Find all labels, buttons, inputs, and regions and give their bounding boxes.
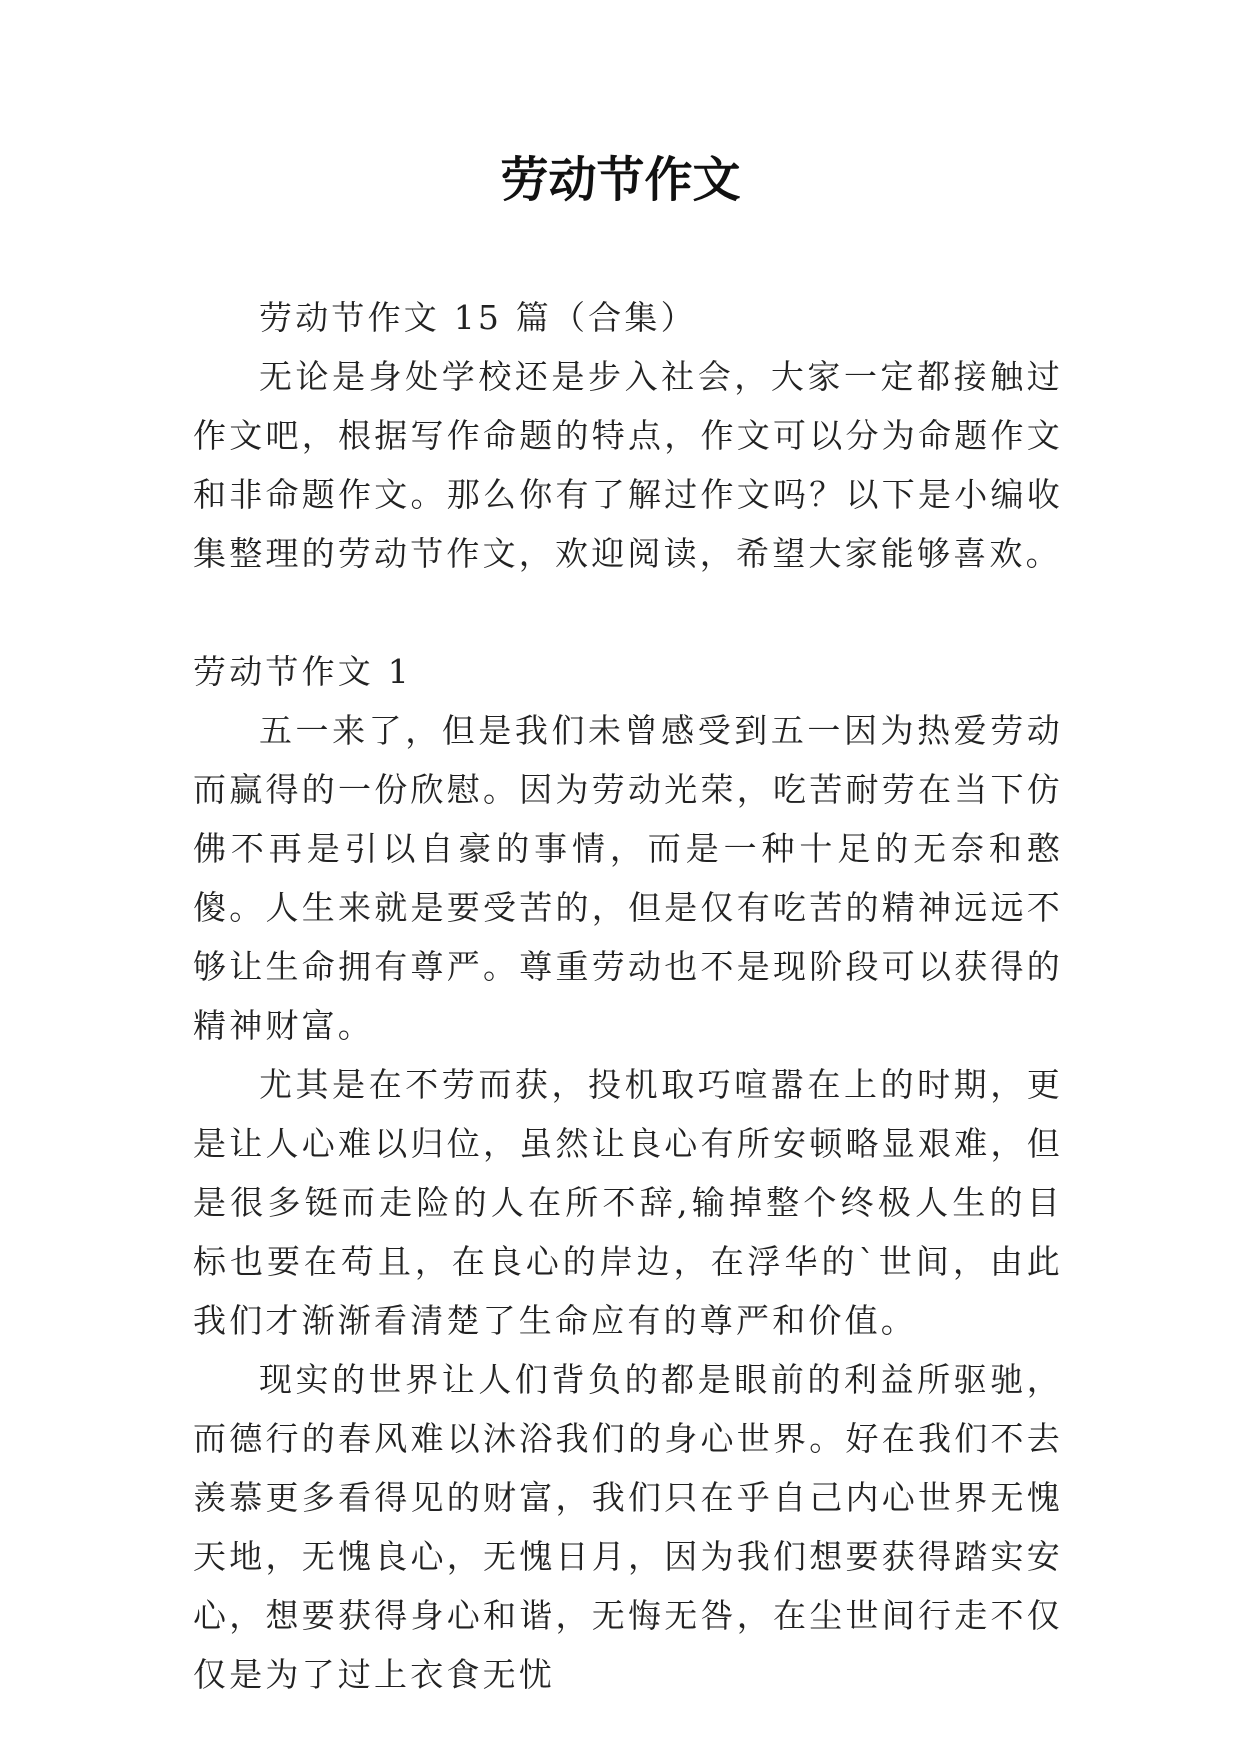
document-title: 劳动节作文 bbox=[500, 152, 741, 208]
intro-paragraph: 无论是身处学校还是步入社会，大家一定都接触过作文吧，根据写作命题的特点，作文可以分为命题作文和非命题作文。那么你有了解过作文吗？以下是小编收集整理的劳动节作文，欢迎阅读，希望大家能够喜欢。 bbox=[193, 357, 1063, 573]
document-subtitle: 劳动节作文 15 篇（合集） bbox=[259, 298, 697, 337]
body-paragraph-3: 现实的世界让人们背负的都是眼前的利益所驱驰，而德行的春风难以沐浴我们的身心世界。好在我们不去羡慕更多看得见的财富，我们只在乎自己内心世界无愧天地，无愧良心，无愧日月，因为我们想要获得踏实安心，想要获得身心和谐，无悔无咎，在尘世间行走不仅仅是为了过上衣食无忧 bbox=[193, 1360, 1063, 1694]
document-body bbox=[193, 288, 1063, 1704]
section-heading: 劳动节作文 1 bbox=[193, 652, 412, 691]
body-paragraph-1: 五一来了，但是我们未曾感受到五一因为热爱劳动而赢得的一份欣慰。因为劳动光荣，吃苦耐劳在当下仿佛不再是引以自豪的事情，而是一种十足的无奈和憨傻。人生来就是要受苦的，但是仅有吃苦的精神远远不够让生命拥有尊严。尊重劳动也不是现阶段可以获得的精神财富。 bbox=[193, 711, 1063, 1045]
body-paragraph-2: 尤其是在不劳而获，投机取巧喧嚣在上的时期，更是让人心难以归位，虽然让良心有所安顿略显艰难，但是很多铤而走险的人在所不辞,输掉整个终极人生的目标也要在苟且，在良心的岸边，在浮华的`世间，由此我们才渐渐看清楚了生命应有的尊严和价值。 bbox=[193, 1065, 1063, 1340]
paragraph-spacer bbox=[193, 583, 1063, 642]
